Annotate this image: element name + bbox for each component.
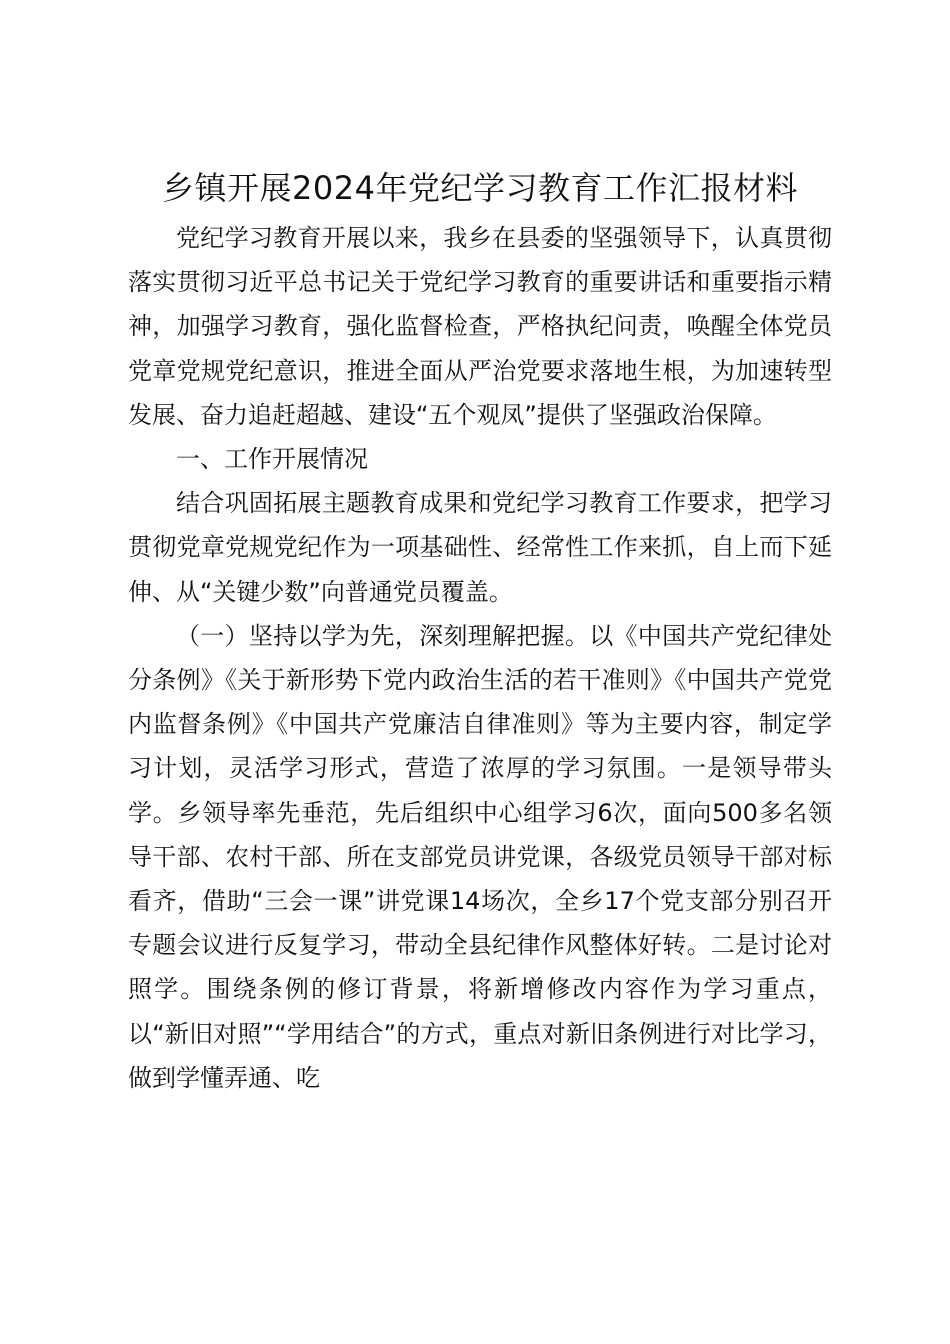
paragraph-intro: 党纪学习教育开展以来，我乡在县委的坚强领导下，认真贯彻落实贯彻习近平总书记关于党纪学习教育的重要讲话和重要指示精神，加强学习教育，强化监督检查，严格执纪问责，唤醒全体党员党章党规党纪意识，推进全面从严治党要求落地生根，为加速转型发展、奋力追赶超越、建设“五个观凤”提供了坚强政治保障。 xyxy=(128,224,832,429)
document-title: 乡镇开展2024年党纪学习教育工作汇报材料 xyxy=(162,169,798,207)
paragraph-subsection-1: （一）坚持以学为先，深刻理解把握。以《中国共产党纪律处分条例》《关于新形势下党内政治生活的若干准则》《中国共产党党内监督条例》《中国共产党廉洁自律准则》等为主要内容，制定学习计划，灵活学习形式，营造了浓厚的学习氛围。一是领导带头学。乡领导率先垂范，先后组织中心组学习6次，面向500多名领导干部、农村干部、所在支部党员讲党课，各级党员领导干部对标看齐，借助“三会一课”讲党课14场次，全乡17个党支部分别召开专题会议进行反复学习，带动全县纪律作风整体好转。二是讨论对照学。围绕条例的修订背景，将新增修改内容作为学习重点，以“新旧对照”“学用结合”的方式，重点对新旧条例进行对比学习，做到学懂弄通、吃 xyxy=(128,621,832,1092)
document-page xyxy=(128,160,832,1100)
section-heading-1: 一、工作开展情况 xyxy=(176,445,368,474)
paragraph-section-1: 结合巩固拓展主题教育成果和党纪学习教育工作要求，把学习贯彻党章党规党纪作为一项基础性、经常性工作来抓，自上而下延伸、从“关键少数”向普通党员覆盖。 xyxy=(128,489,832,606)
